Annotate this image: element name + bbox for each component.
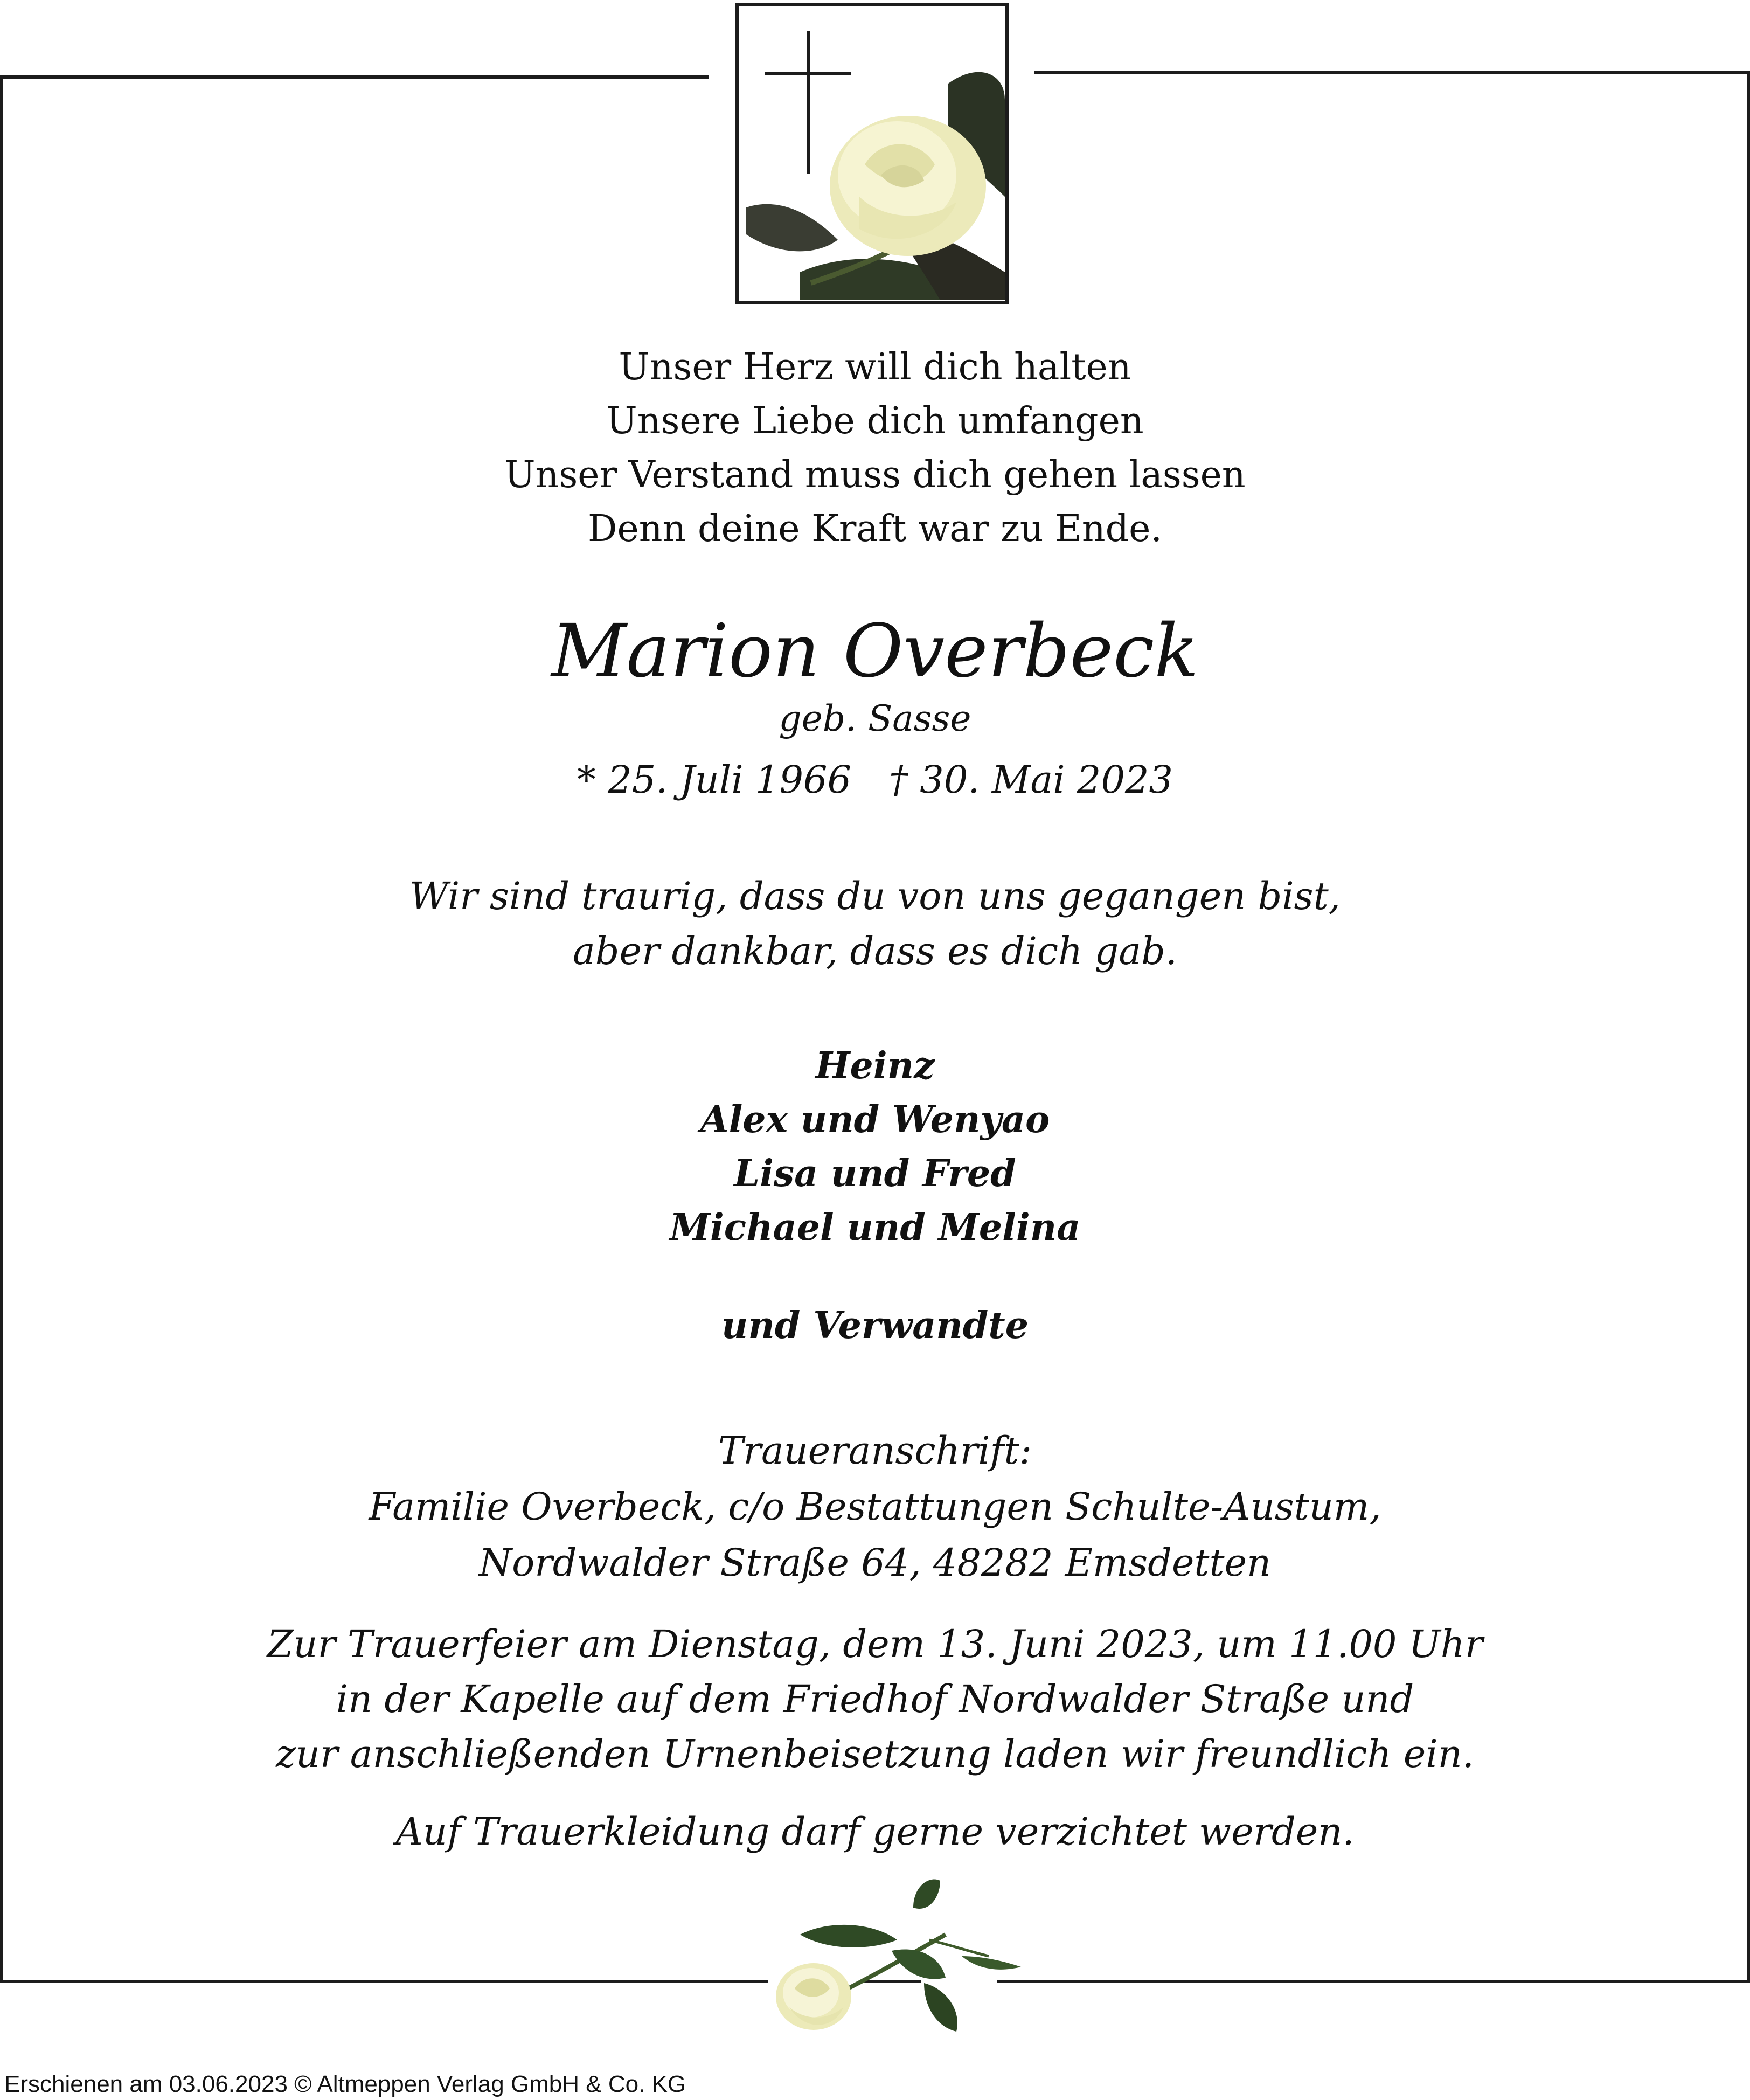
- rose-icon: [768, 1875, 1026, 2037]
- ceremony-line: zur anschließenden Urnenbeisetzung laden wir freundlich ein.: [276, 1732, 1474, 1776]
- family-member: Lisa und Fred: [734, 1152, 1016, 1195]
- family-list: [0, 1039, 1750, 1255]
- message-line: aber dankbar, dass es dich gab.: [572, 929, 1178, 973]
- birth-date: * 25. Juli 1966: [577, 758, 852, 802]
- birth-name: geb. Sasse: [779, 698, 971, 739]
- address-line: Familie Overbeck, c/o Bestattungen Schulte-Austum,: [369, 1485, 1381, 1529]
- life-dates: [0, 756, 1750, 804]
- family-member: Michael und Melina: [669, 1206, 1081, 1249]
- verse: [0, 341, 1750, 556]
- verse-line: Unser Verstand muss dich gehen lassen: [504, 454, 1246, 496]
- family-member: Alex und Wenyao: [700, 1098, 1050, 1141]
- address-line: Nordwalder Straße 64, 48282 Emsdetten: [478, 1541, 1272, 1585]
- relatives: und Verwandte: [721, 1304, 1029, 1347]
- family-member: Heinz: [815, 1044, 935, 1087]
- frame-top-right: [1034, 71, 1750, 74]
- address-label: Traueranschrift:: [718, 1429, 1032, 1473]
- ceremony-line: Zur Trauerfeier am Dienstag, dem 13. Juni 2023, um 11.00 Uhr: [267, 1622, 1483, 1666]
- frame-top-left: [0, 75, 709, 79]
- message: [0, 869, 1750, 979]
- message-line: Wir sind traurig, dass du von uns gegangen bist,: [409, 874, 1341, 918]
- ceremony-info: [0, 1617, 1750, 1782]
- verse-line: Unser Herz will dich halten: [619, 346, 1131, 389]
- death-date: † 30. Mai 2023: [889, 758, 1173, 802]
- cross-rose-icon: [735, 3, 1009, 304]
- deceased-name: Marion Overbeck: [551, 609, 1199, 694]
- clothing-note: Auf Trauerkleidung darf gerne verzichtet werden.: [395, 1810, 1355, 1854]
- mourning-address: [0, 1423, 1750, 1591]
- ceremony-line: in der Kapelle auf dem Friedhof Nordwalder Straße und: [336, 1677, 1414, 1721]
- frame-bottom-right: [997, 1980, 1750, 1983]
- publication-footer: Erschienen am 03.06.2023 © Altmeppen Verlag GmbH & Co. KG: [4, 2071, 686, 2097]
- verse-line: Denn deine Kraft war zu Ende.: [587, 508, 1163, 550]
- verse-line: Unsere Liebe dich umfangen: [606, 400, 1144, 442]
- frame-bottom-left: [0, 1980, 768, 1983]
